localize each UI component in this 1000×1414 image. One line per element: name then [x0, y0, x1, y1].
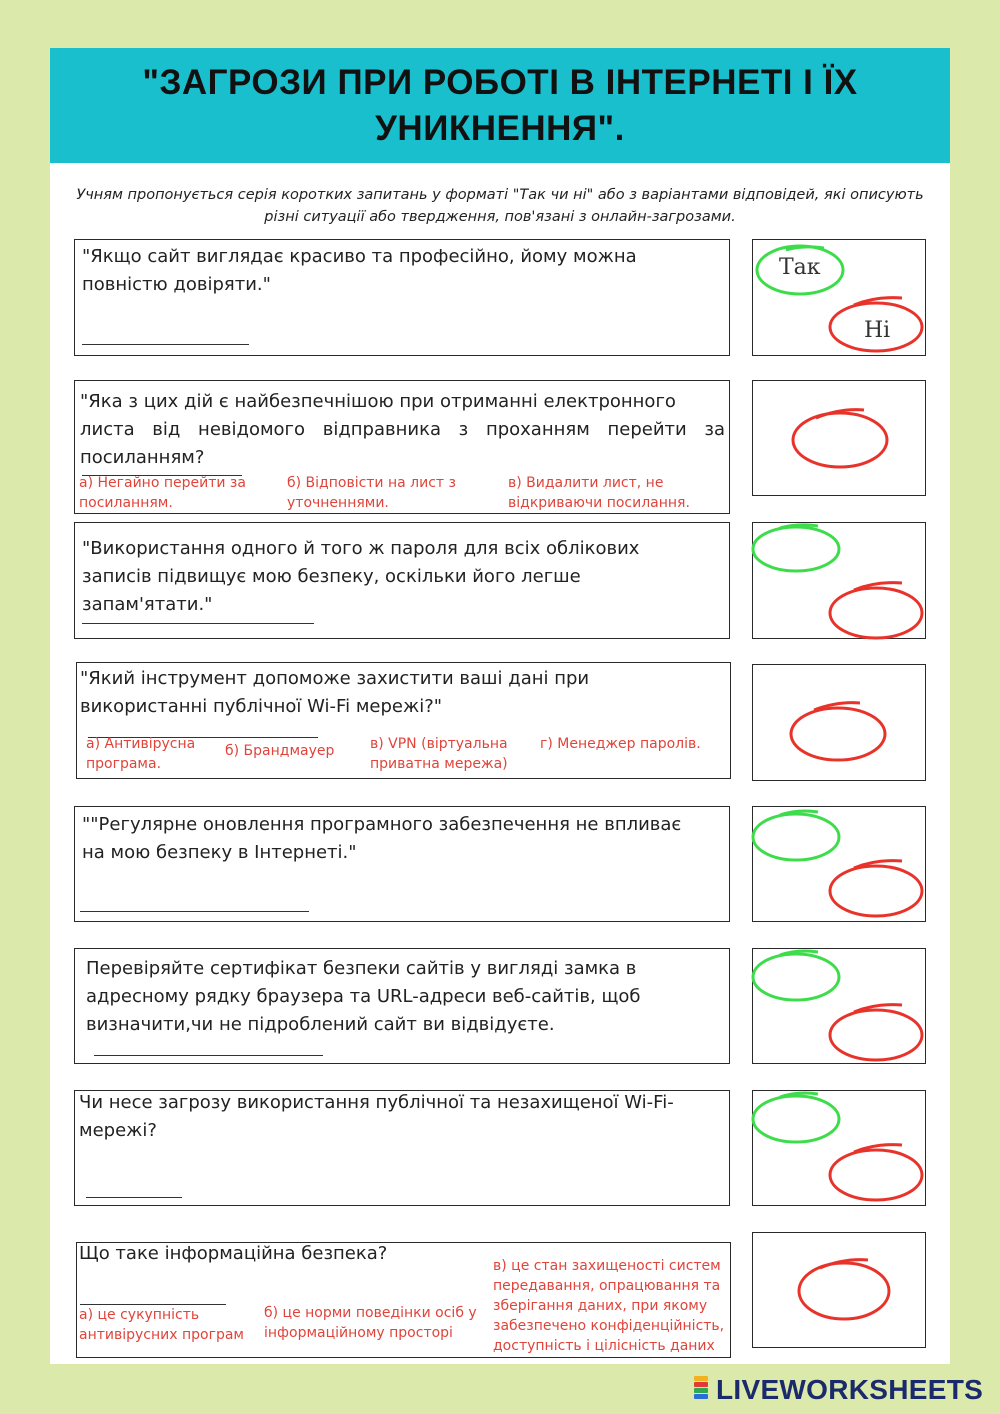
question-6-line-2: адресному рядку браузера та URL-адреси веб-сайтів, щоб — [86, 986, 641, 1007]
question-7-text — [79, 1089, 724, 1145]
question-4-option-c[interactable]: в) VPN (віртуальна приватна мережа) — [370, 736, 508, 772]
question-6-answer-line[interactable] — [94, 1055, 323, 1056]
logo-text: LIVEWORKSHEETS — [716, 1374, 984, 1405]
question-4-option-a[interactable]: а) Антивірусна програма. — [86, 736, 196, 772]
answer-1-yes-label[interactable]: Так — [779, 255, 821, 280]
liveworksheets-logo-icon — [694, 1376, 712, 1404]
answer-8-oval[interactable] — [796, 1256, 896, 1322]
question-8-line-1: Що таке інформаційна безпека? — [79, 1243, 388, 1264]
answer-3-yes-oval[interactable] — [750, 522, 846, 574]
question-5-line-2: на мою безпеку в Інтернеті." — [82, 842, 357, 863]
yes-oval-shape[interactable] — [753, 1096, 839, 1142]
question-6-line-3: визначити,чи не підроблений сайт ви відвідуєте. — [86, 1014, 555, 1035]
question-2-text — [80, 388, 725, 472]
question-3-line-3: запам'ятати." — [82, 594, 213, 615]
question-4-text — [80, 665, 720, 721]
question-8-option-a[interactable]: а) це сукупність антивірусних програм — [79, 1307, 244, 1343]
intro-line-2: різні ситуації або твердження, пов'язані з онлайн-загрозами. — [264, 209, 736, 225]
answer-5-no-oval[interactable] — [826, 858, 928, 920]
question-4-option-d[interactable]: г) Менеджер паролів. — [540, 736, 701, 752]
no-oval-shape[interactable] — [830, 1150, 922, 1200]
question-5-text — [82, 811, 727, 867]
question-2-line-2: листа від невідомого відправника з проханням перейти за — [80, 419, 725, 440]
question-8-option-b[interactable]: б) це норми поведінки осіб у інформаційному просторі — [264, 1305, 477, 1341]
question-1-text — [82, 243, 722, 299]
answer-7-no-oval[interactable] — [826, 1142, 928, 1204]
question-7-line-2: мережі? — [79, 1120, 157, 1141]
question-7-answer-line[interactable] — [86, 1197, 182, 1198]
answer-oval-shape[interactable] — [799, 1263, 889, 1319]
page-title — [55, 60, 945, 152]
question-5-line-1: ""Регулярне оновлення програмного забезпечення не впливає — [82, 814, 682, 835]
question-3-line-1: "Використання одного й того ж пароля для всіх облікових — [82, 538, 640, 559]
yes-oval-shape[interactable] — [753, 527, 839, 571]
question-4-line-1: "Який інструмент допоможе захистити ваші дані при — [80, 668, 590, 689]
question-6-text — [86, 955, 726, 1039]
answer-oval-shape[interactable] — [791, 708, 885, 760]
question-3-answer-line[interactable] — [82, 623, 314, 624]
title-line-2: УНИКНЕННЯ". — [375, 109, 625, 148]
question-8-text — [79, 1240, 499, 1268]
answer-oval-shape[interactable] — [793, 413, 887, 467]
question-4-option-b[interactable]: б) Брандмауер — [225, 743, 335, 759]
question-8-option-c[interactable]: в) це стан захищеності систем передавання, опрацювання та зберігання даних, при якому забезпечено конфіденційність, доступність і цілісність даних — [493, 1258, 725, 1354]
no-oval-shape[interactable] — [830, 1010, 922, 1060]
answer-7-yes-oval[interactable] — [750, 1090, 846, 1146]
answer-6-no-oval[interactable] — [826, 1002, 928, 1064]
question-1-answer-line[interactable] — [82, 344, 249, 345]
question-1-line-1: "Якщо сайт виглядає красиво та професійно, йому можна — [82, 246, 637, 267]
yes-oval-shape[interactable] — [753, 954, 839, 1000]
yes-oval-shape[interactable] — [753, 814, 839, 860]
question-2-option-c[interactable]: в) Видалити лист, не відкриваючи посилання. — [508, 475, 690, 511]
question-2-line-3: посиланням? — [80, 447, 205, 468]
question-5-answer-line[interactable] — [80, 911, 309, 912]
answer-4-oval[interactable] — [788, 700, 892, 764]
answer-5-yes-oval[interactable] — [750, 808, 846, 864]
question-2-line-1: "Яка з цих дій є найбезпечнішою при отриманні електронного — [80, 391, 676, 412]
answer-2-oval[interactable] — [790, 406, 894, 470]
question-6-line-1: Перевіряйте сертифікат безпеки сайтів у вигляді замка в — [86, 958, 637, 979]
question-3-text — [82, 535, 722, 619]
answer-6-yes-oval[interactable] — [750, 948, 846, 1004]
question-2-option-b[interactable]: б) Відповісти на лист з уточненнями. — [287, 475, 456, 511]
question-4-line-2: використанні публічної Wi-Fi мережі?" — [80, 696, 443, 717]
question-3-line-2: записів підвищує мою безпеку, оскільки його легше — [82, 566, 581, 587]
answer-3-no-oval[interactable] — [826, 580, 928, 642]
no-oval-shape[interactable] — [830, 866, 922, 916]
answer-1-no-label[interactable]: Ні — [864, 318, 891, 343]
title-line-1: "ЗАГРОЗИ ПРИ РОБОТІ В ІНТЕРНЕТІ І ЇХ — [142, 63, 858, 102]
liveworksheets-logo — [694, 1372, 983, 1408]
question-1-line-2: повністю довіряти." — [82, 274, 271, 295]
question-7-line-1: Чи несе загрозу використання публічної та незахищеної Wi-Fi- — [79, 1092, 674, 1113]
intro-line-1: Учням пропонується серія коротких запитань у форматі "Так чи ні" або з варіантами відповідей, які описують — [76, 187, 924, 203]
question-2-option-a[interactable]: а) Негайно перейти за посиланням. — [79, 475, 246, 511]
no-oval-shape[interactable] — [830, 588, 922, 638]
intro-text — [50, 184, 950, 228]
